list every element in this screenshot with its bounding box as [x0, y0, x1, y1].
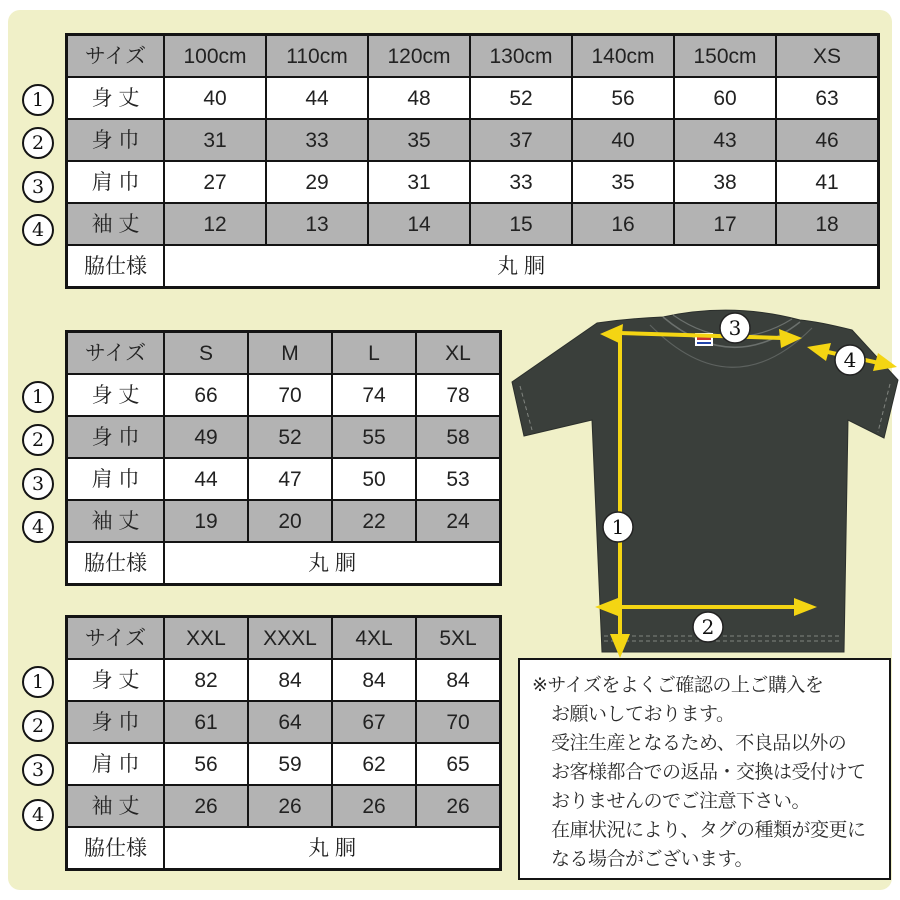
kids-size-table-wrap — [65, 33, 880, 289]
size-label-header: サイズ — [67, 35, 165, 78]
size-value: 60 — [674, 77, 776, 119]
marker-digit: 2 — [31, 715, 45, 737]
row-label: 身 丈 — [67, 374, 165, 416]
table-row — [67, 203, 879, 245]
row-marker-4 — [22, 214, 54, 246]
column-header: 4XL — [332, 617, 416, 660]
size-value: 40 — [164, 77, 266, 119]
size-label-header: サイズ — [67, 617, 165, 660]
column-header: XL — [416, 332, 501, 375]
size-value: 58 — [416, 416, 501, 458]
size-value: 61 — [164, 701, 248, 743]
marker-digit: 1 — [31, 386, 45, 408]
size-table-kids — [65, 33, 880, 289]
column-header: 110cm — [266, 35, 368, 78]
row-label: 身 巾 — [67, 416, 165, 458]
size-value: 29 — [266, 161, 368, 203]
row-marker-2 — [22, 424, 54, 456]
size-value: 52 — [248, 416, 332, 458]
size-value: 62 — [332, 743, 416, 785]
row-marker-1 — [22, 84, 54, 116]
measure-marker-4 — [835, 345, 865, 375]
size-value: 15 — [470, 203, 572, 245]
row-marker-3 — [22, 754, 54, 786]
row-label: 脇仕様 — [67, 827, 165, 870]
row-marker-4 — [22, 511, 54, 543]
row-label: 肩 巾 — [67, 161, 165, 203]
row-marker-3 — [22, 171, 54, 203]
row-label: 脇仕様 — [67, 245, 165, 288]
size-value: 18 — [776, 203, 879, 245]
column-header: XXL — [164, 617, 248, 660]
column-header: 5XL — [416, 617, 501, 660]
size-value: 84 — [416, 659, 501, 701]
row-label: 袖 丈 — [67, 203, 165, 245]
size-value: 26 — [332, 785, 416, 827]
size-value: 84 — [332, 659, 416, 701]
column-header: M — [248, 332, 332, 375]
row-label: 肩 巾 — [67, 743, 165, 785]
size-value: 70 — [248, 374, 332, 416]
column-header: 150cm — [674, 35, 776, 78]
column-header: 100cm — [164, 35, 266, 78]
footer-row — [67, 542, 501, 585]
table-row — [67, 77, 879, 119]
tshirt-measurement-diagram — [510, 300, 900, 660]
adult-size-table-wrap — [65, 330, 502, 586]
size-value: 66 — [164, 374, 248, 416]
row-label: 身 丈 — [67, 659, 165, 701]
size-value: 35 — [368, 119, 470, 161]
size-value: 46 — [776, 119, 879, 161]
table-row — [67, 416, 501, 458]
row-marker-1 — [22, 666, 54, 698]
size-value: 26 — [164, 785, 248, 827]
size-value: 47 — [248, 458, 332, 500]
size-value: 13 — [266, 203, 368, 245]
marker-digit: 2 — [701, 615, 715, 639]
size-value: 44 — [266, 77, 368, 119]
footer-row — [67, 245, 879, 288]
size-value: 78 — [416, 374, 501, 416]
footer-value: 丸 胴 — [164, 827, 501, 870]
size-value: 20 — [248, 500, 332, 542]
marker-digit: 1 — [611, 515, 625, 539]
footer-value: 丸 胴 — [164, 245, 879, 288]
table-row — [67, 785, 501, 827]
marker-digit: 2 — [31, 429, 45, 451]
column-header: 130cm — [470, 35, 572, 78]
size-value: 56 — [164, 743, 248, 785]
table-row — [67, 659, 501, 701]
header-row — [67, 332, 501, 375]
table-row — [67, 458, 501, 500]
measure-marker-3 — [720, 313, 750, 343]
size-value: 84 — [248, 659, 332, 701]
row-label: 袖 丈 — [67, 500, 165, 542]
size-value: 19 — [164, 500, 248, 542]
marker-digit: 1 — [31, 671, 45, 693]
row-label: 袖 丈 — [67, 785, 165, 827]
size-value: 44 — [164, 458, 248, 500]
size-value: 41 — [776, 161, 879, 203]
table-row — [67, 374, 501, 416]
big-size-table-wrap — [65, 615, 502, 871]
size-value: 40 — [572, 119, 674, 161]
size-value: 56 — [572, 77, 674, 119]
column-header: XS — [776, 35, 879, 78]
notice-line: 在庫状況により、タグの種類が変更に — [551, 820, 866, 841]
measure-marker-1 — [603, 512, 633, 542]
measure-marker-2 — [693, 612, 723, 642]
row-label: 身 巾 — [67, 701, 165, 743]
row-marker-2 — [22, 710, 54, 742]
table-row — [67, 743, 501, 785]
header-row — [67, 35, 879, 78]
size-table-big — [65, 615, 502, 871]
size-value: 17 — [674, 203, 776, 245]
marker-digit: 3 — [31, 176, 45, 198]
marker-digit: 4 — [31, 516, 45, 538]
table-row — [67, 500, 501, 542]
notice-line: お願いしております。 — [551, 704, 735, 725]
size-value: 74 — [332, 374, 416, 416]
size-value: 24 — [416, 500, 501, 542]
column-header: 140cm — [572, 35, 674, 78]
size-value: 31 — [164, 119, 266, 161]
table-row — [67, 119, 879, 161]
size-value: 33 — [470, 161, 572, 203]
size-value: 37 — [470, 119, 572, 161]
notice-line: 受注生産となるため、不良品以外の — [551, 733, 847, 754]
notice-line: ※サイズをよくご確認の上ご購入を — [532, 675, 824, 696]
row-marker-3 — [22, 468, 54, 500]
size-value: 16 — [572, 203, 674, 245]
table-row — [67, 161, 879, 203]
size-value: 70 — [416, 701, 501, 743]
size-table-adult — [65, 330, 502, 586]
row-label: 肩 巾 — [67, 458, 165, 500]
row-marker-2 — [22, 127, 54, 159]
purchase-notice-box — [518, 658, 891, 880]
marker-digit: 3 — [31, 473, 45, 495]
size-value: 38 — [674, 161, 776, 203]
column-header: XXXL — [248, 617, 332, 660]
row-marker-4 — [22, 799, 54, 831]
size-value: 67 — [332, 701, 416, 743]
row-marker-1 — [22, 381, 54, 413]
column-header: 120cm — [368, 35, 470, 78]
size-value: 49 — [164, 416, 248, 458]
size-value: 52 — [470, 77, 572, 119]
size-value: 33 — [266, 119, 368, 161]
row-label: 身 丈 — [67, 77, 165, 119]
table-row — [67, 701, 501, 743]
size-value: 22 — [332, 500, 416, 542]
size-value: 48 — [368, 77, 470, 119]
notice-line: なる場合がございます。 — [551, 849, 753, 870]
marker-digit: 1 — [31, 89, 45, 111]
size-value: 12 — [164, 203, 266, 245]
column-header: S — [164, 332, 248, 375]
size-value: 82 — [164, 659, 248, 701]
row-label: 脇仕様 — [67, 542, 165, 585]
footer-value: 丸 胴 — [164, 542, 501, 585]
marker-digit: 4 — [843, 348, 857, 372]
size-value: 63 — [776, 77, 879, 119]
column-header: L — [332, 332, 416, 375]
row-label: 身 巾 — [67, 119, 165, 161]
size-value: 35 — [572, 161, 674, 203]
size-value: 43 — [674, 119, 776, 161]
size-value: 31 — [368, 161, 470, 203]
size-value: 50 — [332, 458, 416, 500]
size-value: 14 — [368, 203, 470, 245]
marker-digit: 4 — [31, 804, 45, 826]
notice-line: お客様都合での返品・交換は受付けて — [551, 762, 866, 783]
size-value: 26 — [248, 785, 332, 827]
marker-digit: 4 — [31, 219, 45, 241]
size-value: 64 — [248, 701, 332, 743]
size-value: 59 — [248, 743, 332, 785]
marker-digit: 3 — [31, 759, 45, 781]
marker-digit: 3 — [728, 316, 742, 340]
size-label-header: サイズ — [67, 332, 165, 375]
size-value: 27 — [164, 161, 266, 203]
footer-row — [67, 827, 501, 870]
size-value: 26 — [416, 785, 501, 827]
header-row — [67, 617, 501, 660]
marker-digit: 2 — [31, 132, 45, 154]
size-value: 55 — [332, 416, 416, 458]
size-value: 53 — [416, 458, 501, 500]
size-value: 65 — [416, 743, 501, 785]
notice-line: おりませんのでご注意下さい。 — [551, 791, 811, 812]
